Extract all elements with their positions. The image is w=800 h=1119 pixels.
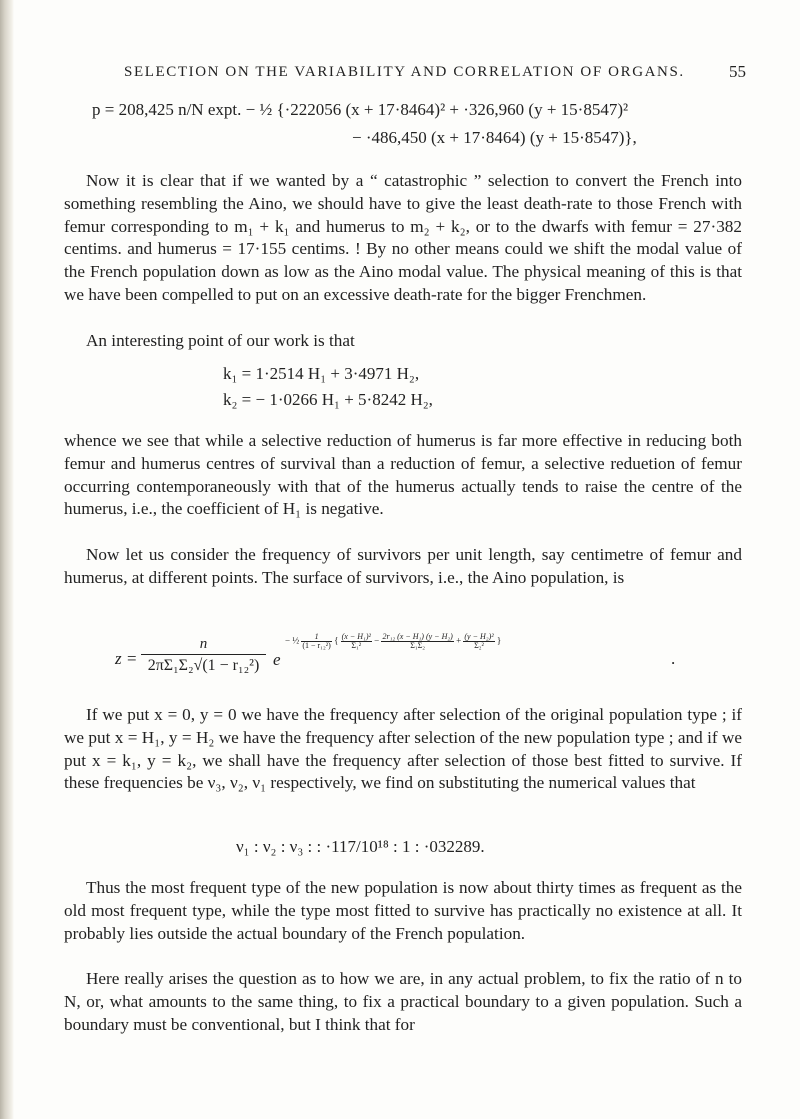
page-number: 55 [729,62,746,81]
exp-term-2 [381,633,453,650]
exp-term-1-num: (x − H₁)² [341,632,371,641]
density-trailing-period: . [671,649,676,668]
exp-minus: − [374,635,380,646]
paragraph-practical-boundary: Here really arises the question as to how we are, in any actual problem, to fix the ratio of n to N, or, what amounts to the same thing, to fix a practical boundary to a given population. Such a boundary must be conventional, but I think that for [64,969,742,1034]
exp-term-1 [341,633,372,650]
exp-coefficient [301,633,331,650]
exp-term-3-den: Σ₂² [463,641,494,650]
exp-close-brace: } [496,635,502,646]
paragraph-thirty-times: Thus the most frequent type of the new population is now about thirty times as frequent as the old most frequent type, while the type most fitted to survive has practically no existence at all. It probably lies outside the actual boundary of the French population. [64,878,742,943]
exp-term-1-den: Σ₁² [341,641,372,650]
exp-term-3-num: (y − H₂)² [464,632,494,641]
density-exponential-base: e [273,650,281,669]
density-main-fraction [141,636,266,675]
density-exponent [285,633,501,650]
paragraph-catastrophic-selection: Now it is clear that if we wanted by a “ catastrophic ” selection to convert the French into something resembling the Aino, we should have to give the least death-rate to those French with femur corresponding to m₁ + k₁ and humerus to m₂ + k₂, or to the dwarfs with femur = 27·382 centims. and humerus = 17·155 centims. ! By no other means could we shift the modal value of the French population down as low as the Aino modal value. The physical meaning of this is that we have been compelled to put on an excessive death-rate for the bigger Frenchmen. [64,171,742,304]
page-header [0,52,800,82]
formula-frequency-ratio: ν₁ : ν₂ : ν₃ : : ·117/10¹⁸ : 1 : ·032289. [236,837,485,856]
density-lhs: z = [115,649,138,668]
equation-top-line-2: − ·486,450 (x + 17·8464) (y + 15·8547)}, [352,128,637,147]
page-binding-edge [0,0,14,1119]
paragraph-frequency-of-survivors: Now let us consider the frequency of survivors per unit length, say centimetre of femur and humerus, at different points. The surface of survivors, i.e., the Aino population, is [64,545,742,587]
equation-top-line-1: p = 208,425 n/N expt. − ½ {·222056 (x + 17·8464)² + ·326,960 (y + 15·8547)² [92,100,629,119]
paragraph-interesting-point: An interesting point of our work is that [86,331,355,350]
exp-term-2-den: Σ₁Σ₂ [381,641,453,650]
paragraph-substitution: If we put x = 0, y = 0 we have the frequency after selection of the original population type ; if we put x = H₁, y = H₂ we have the frequency after selection of the new population type ; and if we put x = k₁, y = k₂, we shall have the frequency after selection of those best fitted to survive. If these frequencies be ν₃, ν₂, ν₁ respectively, we find on substituting the numerical values that [64,705,742,793]
exp-term-2-num: 2r₁₂ (x − H₁) (y − H₂) [382,632,453,641]
exp-term-3 [463,633,494,650]
exp-sign: − ½ [285,635,300,646]
formula-k2: k₂ = − 1·0266 H₁ + 5·8242 H₂, [223,390,433,409]
formula-k1: k₁ = 1·2514 H₁ + 3·4971 H₂, [223,364,420,383]
exp-coef-num: 1 [314,632,319,641]
paragraph-selective-reduction: whence we see that while a selective reduction of humerus is far more effective in reducing both femur and humerus centres of survival than a reduction of femur, a selective reduetion of femur occurring contemporaneously with that of the humerus actually tends to raise the centre of the humerus, i.e., the coefficient of H₁ is negative. [64,431,742,519]
running-head: SELECTION ON THE VARIABILITY AND CORRELATION OF ORGANS. [124,64,685,80]
exp-coef-den: (1 − r₁₂²) [302,641,331,650]
density-formula [115,633,775,681]
exp-plus: + [456,635,462,646]
density-numerator: n [199,636,208,652]
exp-open-brace: { [334,635,339,646]
density-denominator: 2πΣ₁Σ₂√(1 − r₁₂²) [141,654,266,675]
